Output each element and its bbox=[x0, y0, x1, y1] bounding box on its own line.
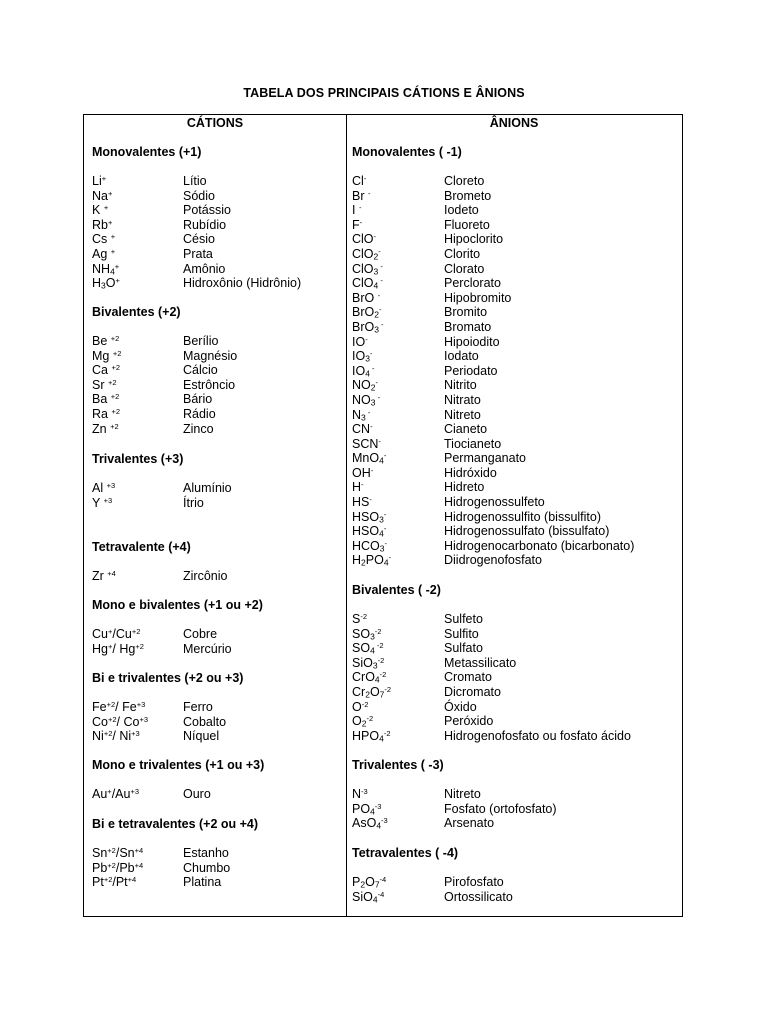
ion-row bbox=[92, 496, 342, 511]
ion-row bbox=[92, 189, 342, 204]
ion-row bbox=[92, 715, 342, 730]
column-divider bbox=[346, 115, 347, 916]
cations-header: CÁTIONS bbox=[186, 116, 244, 130]
ion-name: Estrôncio bbox=[183, 377, 236, 392]
ion-name: Nitrato bbox=[444, 392, 481, 407]
ion-formula: $P_2O_7^{-4}$ bbox=[352, 874, 387, 890]
ion-formula: $PO_4^{-3}$ bbox=[352, 801, 382, 816]
ion-row bbox=[352, 189, 682, 204]
ion-name: Hidroxônio (Hidrônio) bbox=[183, 276, 302, 291]
ion-name: Óxido bbox=[444, 699, 477, 714]
ion-row bbox=[352, 378, 682, 393]
ion-formula: K + bbox=[92, 203, 109, 218]
ion-formula: Zr $^{+4}$ bbox=[92, 568, 116, 583]
ion-row bbox=[352, 553, 682, 568]
ion-formula: Sr $^{+2}$ bbox=[92, 377, 117, 392]
ion-formula: CrO$_4^{-2}$ bbox=[352, 670, 387, 685]
ion-row bbox=[352, 802, 682, 817]
ion-row bbox=[352, 714, 682, 729]
ion-name: Zinco bbox=[183, 421, 214, 436]
ion-row bbox=[352, 612, 682, 627]
ion-row bbox=[92, 627, 342, 642]
ion-formula: BrO$_2$- bbox=[352, 305, 382, 320]
ion-row bbox=[92, 875, 342, 890]
ion-formula: $Sn^{+2}/Sn^{+4}$ bbox=[92, 845, 144, 860]
ion-name: Ferro bbox=[183, 700, 213, 714]
ion-formula: ClO$_4$ - bbox=[352, 276, 383, 291]
ion-name: Brometo bbox=[444, 188, 492, 203]
cation-group-tetravalente bbox=[92, 540, 342, 584]
ion-name: Iodeto bbox=[444, 203, 479, 218]
group-heading: Tetravalente (+4) bbox=[92, 540, 191, 554]
ion-formula: Hg+/ $Hg^{+2}$ bbox=[92, 641, 144, 656]
ion-formula: $HSO_4^-$ bbox=[352, 524, 387, 539]
ion-row bbox=[92, 203, 342, 218]
ion-row bbox=[92, 218, 342, 233]
ion-name: Bromito bbox=[444, 305, 488, 320]
ion-row bbox=[352, 670, 682, 685]
ion-formula: HS- bbox=[352, 494, 372, 510]
ion-formula: $HCO_3^-$ bbox=[352, 538, 388, 554]
cation-group-bivalentes bbox=[92, 305, 342, 436]
ion-formula: $Cu^+/Cu^{+2}$ bbox=[92, 626, 141, 641]
ion-formula: $Pb^{+2}/Pb^{+4}$ bbox=[92, 860, 144, 875]
ion-formula: $S^{-2}$ bbox=[352, 611, 368, 626]
ion-name: Ítrio bbox=[183, 495, 204, 510]
ion-formula: SCN- bbox=[352, 436, 381, 451]
ion-row bbox=[352, 890, 682, 905]
ion-name: Lítio bbox=[183, 174, 207, 188]
ion-formula: $Au^+/Au^{+3}$ bbox=[92, 786, 140, 801]
ion-row bbox=[352, 291, 682, 306]
ion-name: Diidrogenofosfato bbox=[444, 553, 542, 568]
ion-formula: $SO_3^{-2}$ bbox=[352, 626, 382, 641]
ion-row bbox=[92, 276, 342, 291]
ion-formula: $Ni^{+2}/$ $Ni^{+3}$ bbox=[92, 729, 140, 744]
ion-row bbox=[352, 700, 682, 715]
ion-name: Hipoiodito bbox=[444, 334, 500, 349]
ion-row bbox=[92, 569, 342, 584]
ion-name: Potássio bbox=[183, 203, 231, 218]
ion-formula: $Cr_2O_7^{-2}$ bbox=[352, 684, 392, 700]
ion-name: Rubídio bbox=[183, 217, 227, 232]
ion-name: Cobre bbox=[183, 627, 218, 641]
ion-name: Mercúrio bbox=[183, 641, 232, 656]
cation-group-trivalentes bbox=[92, 452, 342, 510]
ion-name: Nitreto bbox=[444, 407, 481, 422]
ion-name: Ortossilicato bbox=[444, 889, 513, 904]
ion-name: Cromato bbox=[444, 670, 492, 685]
ion-row bbox=[352, 437, 682, 452]
ion-name: Metassilicato bbox=[444, 655, 517, 670]
ion-formula: MnO$_4$- bbox=[352, 451, 387, 466]
ion-row bbox=[352, 641, 682, 656]
ion-name: Clorito bbox=[444, 246, 481, 261]
ion-formula: Rb+ bbox=[92, 217, 113, 232]
ion-formula: $NO_3$ - bbox=[352, 392, 381, 408]
ion-formula: $IO_4$ - bbox=[352, 363, 375, 378]
ion-name: Nitreto bbox=[444, 787, 481, 801]
ion-formula: $HSO_3^-$ bbox=[352, 509, 387, 524]
group-heading: Tetravalentes ( -4) bbox=[352, 846, 459, 860]
ion-row bbox=[92, 334, 342, 349]
ion-row bbox=[352, 816, 682, 831]
ion-name: Hidrogenofosfato ou fosfato ácido bbox=[444, 728, 631, 743]
ion-formula: $HPO_4^{-2}$ bbox=[352, 728, 391, 744]
group-heading: Mono e bivalentes (+1 ou +2) bbox=[92, 598, 263, 612]
ion-row bbox=[352, 627, 682, 642]
ion-name: Platina bbox=[183, 875, 222, 890]
ion-name: Hidrogenossulfeto bbox=[444, 495, 545, 510]
ion-row bbox=[92, 174, 342, 189]
ion-row bbox=[352, 408, 682, 423]
ion-name: Nitrito bbox=[444, 378, 477, 393]
ion-name: Amônio bbox=[183, 261, 226, 276]
cation-group-monovalentes bbox=[92, 145, 342, 291]
ion-formula: Al $^{+3}$ bbox=[92, 480, 116, 495]
ion-name: Perclorato bbox=[444, 276, 501, 291]
ion-row bbox=[352, 495, 682, 510]
ion-name: Hidrogenocarbonato (bicarbonato) bbox=[444, 538, 635, 553]
ion-name: Hidrogenossulfito (bissulfito) bbox=[444, 509, 602, 524]
ion-table bbox=[83, 114, 683, 917]
ion-name: Tiocianeto bbox=[444, 436, 502, 451]
ion-row bbox=[352, 524, 682, 539]
ion-formula: $Fe^{+2}/$ $Fe^{+3}$ bbox=[92, 699, 146, 714]
ion-name: Sulfato bbox=[444, 641, 483, 656]
ion-formula: SiO$_4^{-4}$ bbox=[352, 889, 385, 904]
ion-formula: $N^{-3}$ bbox=[352, 786, 368, 801]
ion-row bbox=[352, 174, 682, 189]
ion-row bbox=[352, 729, 682, 744]
ion-name: Magnésio bbox=[183, 348, 238, 363]
ion-formula: $O^{-2}$ bbox=[352, 699, 369, 714]
ion-row bbox=[352, 466, 682, 481]
ion-formula: OH- bbox=[352, 465, 374, 480]
ion-row bbox=[92, 262, 342, 277]
ion-name: Cloreto bbox=[444, 174, 485, 188]
ion-name: Ouro bbox=[183, 787, 211, 801]
ion-formula: F- bbox=[352, 217, 363, 232]
ion-name: Periodato bbox=[444, 363, 498, 378]
ion-row bbox=[92, 392, 342, 407]
ion-name: Permanganato bbox=[444, 451, 527, 466]
ion-name: Sulfeto bbox=[444, 612, 483, 626]
group-heading: Monovalentes ( -1) bbox=[352, 145, 462, 159]
cation-group-mono-trivalentes bbox=[92, 758, 342, 802]
ion-row bbox=[352, 422, 682, 437]
ion-formula: IO- bbox=[352, 334, 368, 349]
ion-row bbox=[92, 729, 342, 744]
ion-name: Zircônio bbox=[183, 569, 228, 583]
ion-formula: Ca $^{+2}$ bbox=[92, 363, 121, 378]
ion-formula: SiO$_3^{-2}$ bbox=[352, 655, 385, 671]
ion-row bbox=[92, 232, 342, 247]
group-heading: Bi e tetravalentes (+2 ou +4) bbox=[92, 817, 259, 831]
ion-row bbox=[352, 203, 682, 218]
ion-name: Estanho bbox=[183, 846, 229, 860]
ion-name: Hipoclorito bbox=[444, 232, 504, 247]
ion-formula: Li+ bbox=[92, 173, 107, 188]
ion-name: Prata bbox=[183, 246, 213, 261]
ion-row bbox=[352, 787, 682, 802]
ion-name: Hipobromito bbox=[444, 290, 512, 305]
ion-formula: Y $^{+3}$ bbox=[92, 495, 113, 510]
ion-row bbox=[352, 539, 682, 554]
ion-row bbox=[352, 510, 682, 525]
group-heading: Bivalentes ( -2) bbox=[352, 583, 441, 597]
ion-formula: Ag + bbox=[92, 246, 116, 261]
ion-row bbox=[352, 656, 682, 671]
ion-row bbox=[352, 393, 682, 408]
ion-row bbox=[352, 276, 682, 291]
ion-row bbox=[352, 232, 682, 247]
ion-formula: Cl- bbox=[352, 173, 367, 188]
ion-name: Peróxido bbox=[444, 714, 494, 729]
ion-name: Berílio bbox=[183, 334, 219, 348]
ion-row bbox=[352, 480, 682, 495]
ion-row bbox=[92, 349, 342, 364]
ion-name: Sódio bbox=[183, 188, 215, 203]
ion-name: Césio bbox=[183, 232, 215, 247]
ion-name: Fosfato (ortofosfato) bbox=[444, 801, 557, 816]
ion-row bbox=[352, 305, 682, 320]
ion-row bbox=[352, 320, 682, 335]
ion-formula: $SO_4$ $^{-2}$ bbox=[352, 641, 384, 656]
ion-formula: I - bbox=[352, 203, 362, 218]
ion-name: Iodato bbox=[444, 349, 479, 364]
ion-row bbox=[352, 451, 682, 466]
anion-group-bivalentes bbox=[352, 583, 682, 743]
ion-formula: ClO- bbox=[352, 232, 377, 247]
ion-formula: Ba $^{+2}$ bbox=[92, 392, 120, 407]
cation-group-bi-tetravalentes bbox=[92, 817, 342, 890]
group-heading: Trivalentes ( -3) bbox=[352, 758, 444, 772]
ion-row bbox=[92, 861, 342, 876]
ion-name: Alumínio bbox=[183, 481, 232, 495]
ion-formula: AsO$_4^{-3}$ bbox=[352, 816, 388, 831]
ion-name: Hidróxido bbox=[444, 465, 497, 480]
ion-row bbox=[92, 481, 342, 496]
ion-row bbox=[352, 875, 682, 890]
ion-name: Hidreto bbox=[444, 480, 485, 495]
ion-formula: BrO - bbox=[352, 290, 381, 305]
ion-formula: BrO$_3$ - bbox=[352, 319, 384, 335]
group-heading: Trivalentes (+3) bbox=[92, 452, 184, 466]
page-title: TABELA DOS PRINCIPAIS CÁTIONS E ÂNIONS bbox=[243, 86, 525, 100]
anion-group-monovalentes bbox=[352, 145, 682, 568]
ion-formula: H- bbox=[352, 480, 364, 495]
ion-row bbox=[92, 378, 342, 393]
ion-formula: Cs + bbox=[92, 232, 116, 247]
ion-name: Níquel bbox=[183, 729, 220, 744]
cation-group-mono-bivalentes bbox=[92, 598, 342, 656]
cation-group-bi-trivalentes bbox=[92, 671, 342, 744]
ion-row bbox=[92, 247, 342, 262]
ion-row bbox=[92, 642, 342, 657]
ion-row bbox=[92, 363, 342, 378]
ion-formula: $Co^{+2}/$ $Co^{+3}$ bbox=[92, 714, 149, 729]
anion-group-trivalentes bbox=[352, 758, 682, 831]
ion-formula: $N_3$ - bbox=[352, 407, 371, 422]
ion-row bbox=[92, 422, 342, 437]
ion-formula: $NO_2^-$ bbox=[352, 378, 378, 393]
ion-row bbox=[352, 218, 682, 233]
ion-formula: Na+ bbox=[92, 188, 113, 203]
anion-group-tetravalentes bbox=[352, 846, 682, 904]
ion-formula: $H_2PO_4^-$ bbox=[352, 553, 392, 568]
ion-row bbox=[352, 262, 682, 277]
ion-name: Pirofosfato bbox=[444, 875, 504, 889]
ion-name: Rádio bbox=[183, 406, 216, 421]
ion-row bbox=[92, 407, 342, 422]
ion-name: Bário bbox=[183, 392, 213, 407]
ion-name: Clorato bbox=[444, 261, 485, 276]
group-heading: Bi e trivalentes (+2 ou +3) bbox=[92, 671, 244, 685]
ion-formula: $NH_4^+$ bbox=[92, 261, 120, 276]
ion-name: Sulfito bbox=[444, 626, 479, 641]
ion-formula: CN- bbox=[352, 421, 373, 437]
ion-row bbox=[92, 787, 342, 802]
ion-formula: Zn $^{+2}$ bbox=[92, 421, 119, 436]
ion-name: Cálcio bbox=[183, 363, 218, 378]
ion-row bbox=[352, 364, 682, 379]
ion-row bbox=[352, 685, 682, 700]
ion-row bbox=[92, 700, 342, 715]
ion-formula: $H_3O^+$ bbox=[92, 276, 120, 291]
ion-formula: $IO_3^-$ bbox=[352, 349, 373, 364]
ion-formula: ClO$_3$ - bbox=[352, 261, 383, 276]
ion-name: Chumbo bbox=[183, 860, 231, 875]
ion-row bbox=[352, 335, 682, 350]
ion-formula: Br - bbox=[352, 188, 371, 203]
ion-name: Fluoreto bbox=[444, 217, 490, 232]
ion-formula: ClO$_2$- bbox=[352, 246, 381, 262]
ion-row bbox=[352, 247, 682, 262]
anions-header: ÂNIONS bbox=[489, 116, 539, 130]
ion-name: Cianeto bbox=[444, 422, 488, 437]
ion-name: Bromato bbox=[444, 319, 492, 334]
ion-name: Hidrogenossulfato (bissulfato) bbox=[444, 524, 610, 539]
ion-formula: Ra $^{+2}$ bbox=[92, 406, 121, 421]
ion-formula: $O_2^{-2}$ bbox=[352, 714, 374, 729]
ion-name: Cobalto bbox=[183, 714, 227, 729]
group-heading: Monovalentes (+1) bbox=[92, 145, 202, 159]
group-heading: Bivalentes (+2) bbox=[92, 305, 181, 319]
ion-name: Dicromato bbox=[444, 684, 501, 699]
group-heading: Mono e trivalentes (+1 ou +3) bbox=[92, 758, 265, 772]
ion-formula: Be $^{+2}$ bbox=[92, 333, 120, 348]
ion-row bbox=[352, 349, 682, 364]
ion-formula: Mg $^{+2}$ bbox=[92, 348, 122, 363]
ion-formula: $Pt^{+2}/Pt^{+4}$ bbox=[92, 875, 137, 890]
ion-row bbox=[92, 846, 342, 861]
ion-name: Arsenato bbox=[444, 816, 495, 831]
